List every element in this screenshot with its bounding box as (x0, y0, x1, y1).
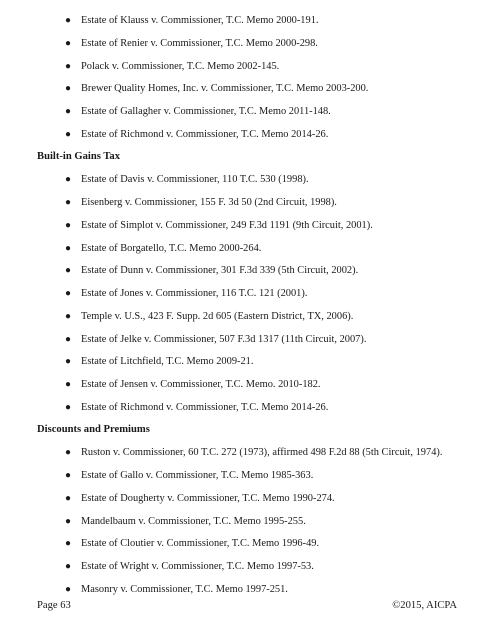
bullet-icon: ● (65, 516, 72, 527)
bullet-icon: ● (65, 243, 72, 254)
list-item: ● Polack v. Commissioner, T.C. Memo 2002-145. (65, 61, 280, 72)
bullet-icon: ● (65, 288, 72, 299)
bullet-icon: ● (65, 265, 72, 276)
bullet-icon: ● (65, 334, 72, 345)
bullet-icon: ● (65, 106, 72, 117)
list-item: ● Mandelbaum v. Commissioner, T.C. Memo 1995-255. (65, 516, 306, 527)
list-item: ● Estate of Cloutier v. Commissioner, T.C. Memo 1996-49. (65, 538, 320, 549)
bullet-icon: ● (65, 356, 72, 367)
list-item: ● Estate of Davis v. Commissioner, 110 T.C. 530 (1998). (65, 174, 309, 185)
bullet-icon: ● (65, 38, 72, 49)
bullet-icon: ● (65, 402, 72, 413)
copyright-notice: ©2015, AICPA (392, 600, 457, 611)
bullet-icon: ● (65, 83, 72, 94)
list-item: ● Estate of Klauss v. Commissioner, T.C. Memo 2000-191. (65, 15, 319, 26)
page-number: Page 63 (37, 600, 71, 611)
list-item: ● Estate of Richmond v. Commissioner, T.C. Memo 2014-26. (65, 402, 329, 413)
bullet-icon: ● (65, 174, 72, 185)
bullet-icon: ● (65, 129, 72, 140)
list-item: ● Estate of Gallagher v. Commissioner, T.C. Memo 2011-148. (65, 106, 331, 117)
list-item: ● Estate of Gallo v. Commissioner, T.C. Memo 1985-363. (65, 470, 314, 481)
bullet-icon: ● (65, 61, 72, 72)
bullet-icon: ● (65, 493, 72, 504)
bullet-icon: ● (65, 15, 72, 26)
list-item: ● Brewer Quality Homes, Inc. v. Commissioner, T.C. Memo 2003-200. (65, 83, 369, 94)
section-heading-discounts-and-premiums: Discounts and Premiums (37, 424, 150, 435)
list-item: ● Estate of Simplot v. Commissioner, 249 F.3d 1191 (9th Circuit, 2001). (65, 220, 373, 231)
list-item: ● Masonry v. Commissioner, T.C. Memo 1997-251. (65, 584, 288, 595)
list-item: ● Estate of Dougherty v. Commissioner, T.C. Memo 1990-274. (65, 493, 335, 504)
list-item: ● Estate of Jones v. Commissioner, 116 T.C. 121 (2001). (65, 288, 308, 299)
bullet-icon: ● (65, 311, 72, 322)
list-item: ● Ruston v. Commissioner, 60 T.C. 272 (1973), affirmed 498 F.2d 88 (5th Circuit, 1974). (65, 447, 443, 458)
bullet-icon: ● (65, 470, 72, 481)
list-item: ● Estate of Litchfield, T.C. Memo 2009-21. (65, 356, 254, 367)
bullet-icon: ● (65, 379, 72, 390)
list-item: ● Estate of Jelke v. Commissioner, 507 F.3d 1317 (11th Circuit, 2007). (65, 334, 367, 345)
list-item: ● Estate of Renier v. Commissioner, T.C. Memo 2000-298. (65, 38, 318, 49)
list-item: ● Estate of Wright v. Commissioner, T.C. Memo 1997-53. (65, 561, 314, 572)
bullet-icon: ● (65, 538, 72, 549)
bullet-icon: ● (65, 561, 72, 572)
list-item: ● Estate of Dunn v. Commissioner, 301 F.3d 339 (5th Circuit, 2002). (65, 265, 359, 276)
bullet-icon: ● (65, 447, 72, 458)
list-item: ● Estate of Borgatello, T.C. Memo 2000-264. (65, 243, 262, 254)
bullet-icon: ● (65, 584, 72, 595)
section-heading-built-in-gains-tax: Built-in Gains Tax (37, 151, 121, 162)
bullet-icon: ● (65, 220, 72, 231)
list-item: ● Eisenberg v. Commissioner, 155 F. 3d 50 (2nd Circuit, 1998). (65, 197, 337, 208)
list-item: ● Temple v. U.S., 423 F. Supp. 2d 605 (Eastern District, TX, 2006). (65, 311, 354, 322)
list-item: ● Estate of Jensen v. Commissioner, T.C. Memo. 2010-182. (65, 379, 321, 390)
bullet-icon: ● (65, 197, 72, 208)
list-item: ● Estate of Richmond v. Commissioner, T.C. Memo 2014-26. (65, 129, 329, 140)
